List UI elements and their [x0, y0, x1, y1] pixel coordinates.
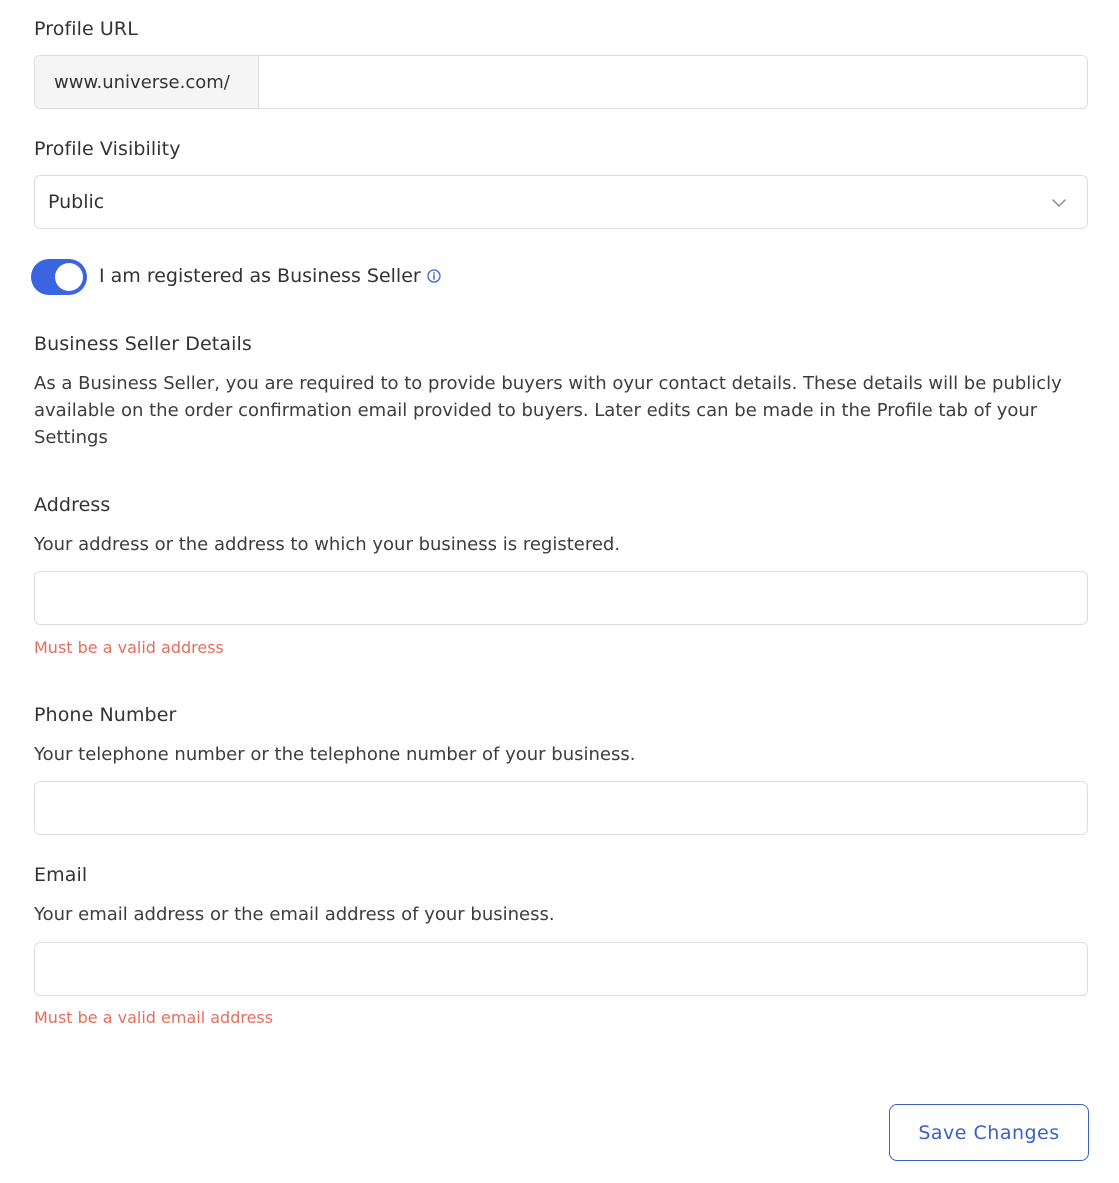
email-error: Must be a valid email address — [34, 1008, 274, 1027]
profile-url-prefix: www.universe.com/ — [35, 56, 259, 108]
business-seller-toggle-label-row — [99, 265, 441, 287]
profile-visibility-label: Profile Visibility — [34, 138, 181, 160]
address-label: Address — [34, 494, 111, 516]
info-icon[interactable] — [427, 269, 441, 283]
business-details-title: Business Seller Details — [34, 333, 252, 355]
business-seller-toggle[interactable] — [31, 259, 87, 295]
email-label: Email — [34, 864, 88, 886]
phone-description: Your telephone number or the telephone number of your business. — [34, 744, 636, 765]
business-details-description: As a Business Seller, you are required to to provide buyers with oyur contact details. These details will be publicly available on the order confirmation email provided to buyers. Later edits can be made in the Profile tab of your Settings — [34, 373, 1062, 448]
save-changes-button[interactable]: Save Changes — [889, 1104, 1089, 1161]
phone-field — [34, 781, 1088, 835]
address-description: Your address or the address to which your business is registered. — [34, 534, 621, 555]
profile-visibility-value: Public — [48, 191, 105, 213]
toggle-knob — [55, 263, 83, 291]
profile-url-input[interactable] — [259, 56, 1087, 108]
email-field — [34, 942, 1088, 996]
profile-url-label: Profile URL — [34, 18, 138, 40]
phone-label: Phone Number — [34, 704, 177, 726]
email-input[interactable] — [35, 943, 1087, 995]
email-description: Your email address or the email address of your business. — [34, 904, 555, 925]
chevron-down-icon — [1051, 195, 1067, 211]
profile-url-group — [34, 55, 1088, 109]
address-error: Must be a valid address — [34, 638, 224, 657]
profile-visibility-select[interactable] — [34, 175, 1088, 229]
business-seller-toggle-label: I am registered as Business Seller — [99, 265, 421, 287]
address-input[interactable] — [35, 572, 1087, 624]
address-field — [34, 571, 1088, 625]
phone-input[interactable] — [35, 782, 1087, 834]
